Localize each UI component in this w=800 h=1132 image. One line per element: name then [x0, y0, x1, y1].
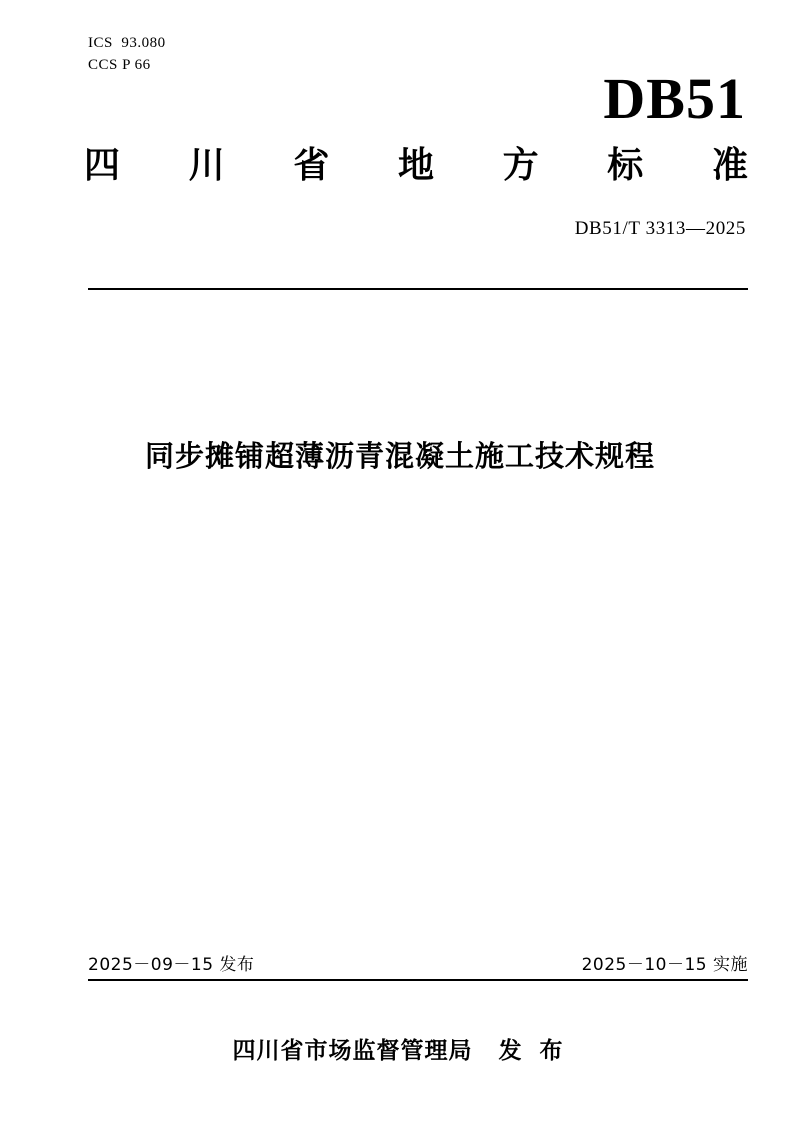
dates-row — [88, 950, 748, 975]
issue-date: 2025－09－15 发布 — [88, 955, 255, 975]
standard-type-char-7: 准 — [711, 145, 748, 186]
standard-type-char-4: 地 — [397, 145, 434, 186]
standard-type-char-3: 省 — [293, 145, 330, 186]
standard-mark-db51: DB51 — [603, 66, 746, 131]
standard-type-char-1: 四 — [84, 145, 121, 186]
publisher-action: 发 布 — [498, 1038, 568, 1064]
ccs-code: CCS P 66 — [88, 56, 151, 73]
publisher-name: 四川省市场监督管理局 — [232, 1038, 473, 1064]
publisher-line — [0, 1032, 800, 1065]
standard-number: DB51/T 3313—2025 — [574, 218, 746, 239]
standard-type-char-2: 川 — [188, 145, 225, 186]
standard-type-char-5: 方 — [502, 145, 539, 186]
header-divider-rule — [88, 288, 748, 290]
standard-type-heading — [84, 145, 748, 186]
standard-type-char-6: 标 — [607, 145, 644, 186]
effective-date: 2025－10－15 实施 — [581, 955, 748, 975]
ics-classification-block — [88, 33, 166, 77]
ics-code: ICS 93.080 — [88, 35, 166, 51]
page-title: 同步摊铺超薄沥青混凝土施工技术规程 — [144, 439, 655, 473]
footer-divider-rule — [88, 979, 748, 981]
